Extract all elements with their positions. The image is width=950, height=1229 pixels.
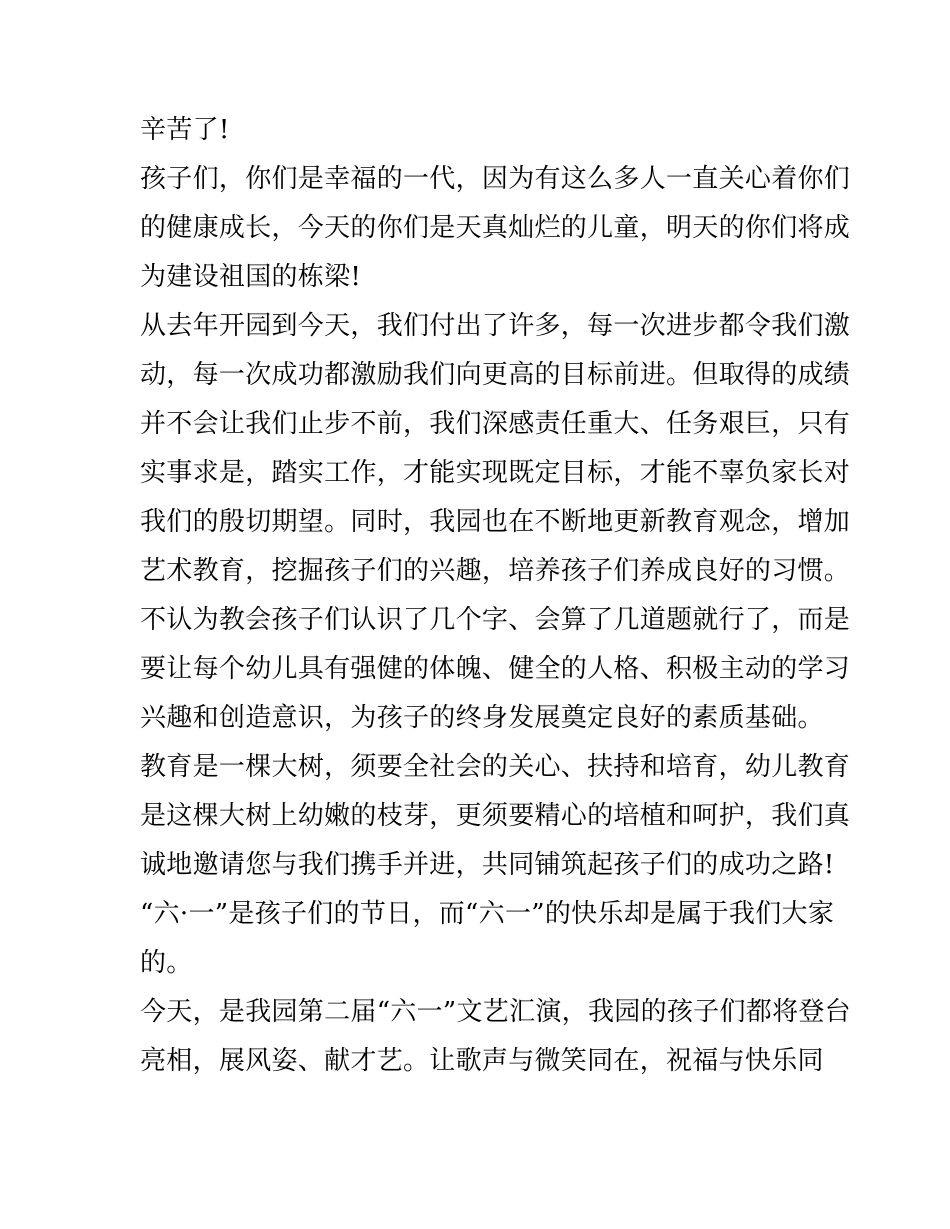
text-line: 为建设祖国的栋梁! (140, 262, 362, 292)
text-line: 诚地邀请您与我们携手并进，共同铺筑起孩子们的成功之路! (140, 850, 835, 880)
text-line: 兴趣和创造意识，为孩子的终身发展奠定良好的素质基础。 (140, 703, 824, 733)
text-line: 要让每个幼儿具有强健的体魄、健全的人格、积极主动的学习 (140, 654, 851, 684)
text-line: 今天，是我园第二届“六一”文艺汇演，我园的孩子们都将登台 (140, 997, 851, 1027)
paragraph-children-happy-generation (140, 155, 851, 302)
paragraph-childrens-day (140, 890, 835, 988)
paragraph-performance (140, 988, 851, 1086)
text-line: 艺术教育，挖掘孩子们的兴趣，培养孩子们养成良好的习惯。 (140, 556, 851, 586)
text-line: 是这棵大树上幼嫩的枝芽，更须要精心的培植和呵护，我们真 (140, 801, 851, 831)
text-line: 实事求是，踏实工作，才能实现既定目标，才能不辜负家长对 (140, 458, 851, 488)
text-line: 亮相，展风姿、献才艺。让歌声与微笑同在，祝福与快乐同 (140, 1046, 824, 1076)
text-line: 我们的殷切期望。同时，我园也在不断地更新教育观念，增加 (140, 507, 851, 537)
body-text (140, 106, 851, 1086)
text-line: 不认为教会孩子们认识了几个字、会算了几道题就行了，而是 (140, 605, 851, 635)
text-line: 的。 (140, 948, 193, 978)
text-line: 辛苦了! (140, 115, 230, 145)
text-line: 从去年开园到今天，我们付出了许多，每一次进步都令我们激 (140, 311, 851, 341)
text-line: 孩子们，你们是幸福的一代，因为有这么多人一直关心着你们 (140, 164, 851, 194)
paragraph-closing-thanks (140, 106, 820, 155)
paragraph-education-tree (140, 743, 851, 890)
text-line: 教育是一棵大树，须要全社会的关心、扶持和培育，幼儿教育 (140, 752, 851, 782)
text-line: 动，每一次成功都激励我们向更高的目标前进。但取得的成绩 (140, 360, 851, 390)
text-line: 的健康成长，今天的你们是天真灿烂的儿童，明天的你们将成 (140, 213, 851, 243)
text-line: 并不会让我们止步不前，我们深感责任重大、任务艰巨，只有 (140, 409, 851, 439)
paragraph-kindergarten-progress (140, 302, 851, 743)
text-line: “六·一”是孩子们的节日，而“六一”的快乐却是属于我们大家 (140, 899, 835, 929)
